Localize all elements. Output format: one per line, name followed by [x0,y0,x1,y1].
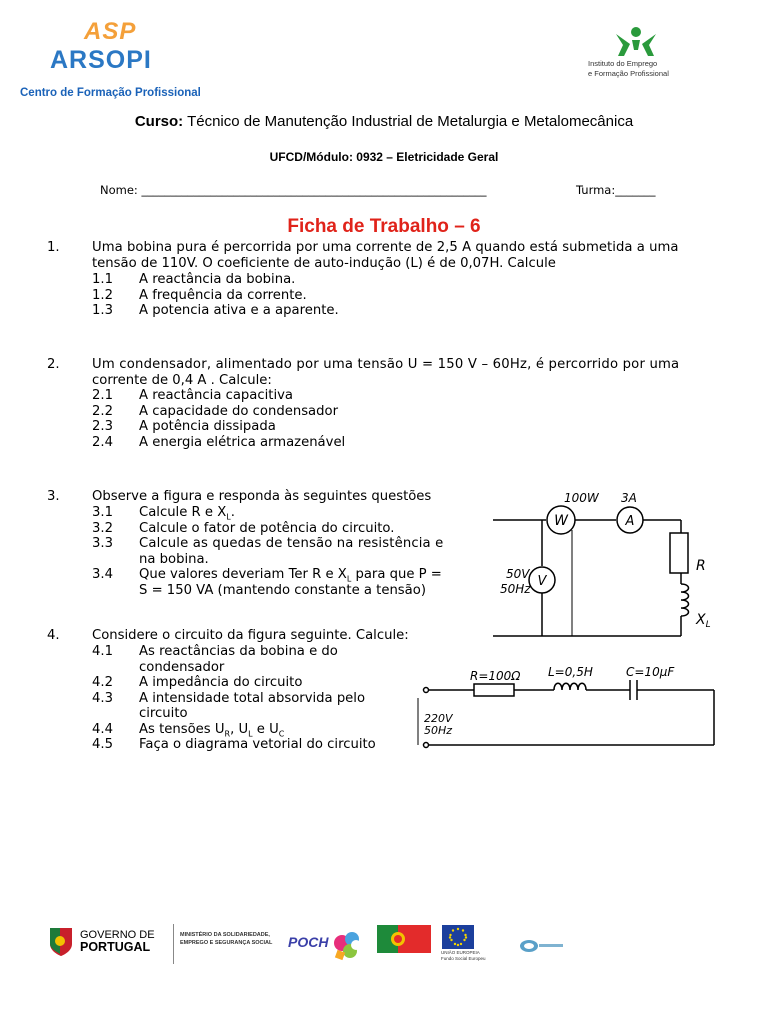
poch-logo-icon [330,925,366,963]
ministerio-logo [180,931,272,947]
item-text: A frequência da corrente. [139,287,307,303]
item-text: Calcule as quedas de tensão na resistência e [139,536,444,551]
iefp-line2: e Formação Profissional [588,69,669,78]
frequency-reading: 50Hz [500,582,531,596]
arsopi-logo-text: ARSOPI [50,46,152,74]
question-2-items [92,388,692,450]
list-item [92,272,692,288]
voltage-reading: 50V [506,567,530,581]
subscript: R [224,729,231,739]
inductor-label [695,612,711,630]
asp-logo-text: ASP [84,18,137,45]
class-field-label: Turma:_______ [576,183,656,197]
partner-logo-icon [517,936,565,956]
ammeter-reading: 3A [621,491,637,505]
eu-line2: Fundo Social Europeu [441,955,486,961]
eu-flag-icon [442,925,474,949]
item-text: Faça o diagrama vetorial do circuito [139,737,376,752]
item-text-after: , U [230,721,249,737]
list-item [92,722,422,738]
question-4-items [92,644,422,753]
governo-portugal-flag-icon [46,926,76,958]
iefp-logo-icon [612,26,660,60]
item-text-after: e U [252,721,279,737]
question-4-number: 4. [47,628,60,643]
item-text: A reactância da bobina. [139,272,296,287]
list-item [92,419,692,435]
question-2-text [92,357,720,388]
item-number: 3.4 [92,567,113,582]
item-text-line2: S = 150 VA (mantendo constante a tensão) [139,582,426,598]
ministerio-line2: EMPREGO E SEGURANÇA SOCIAL [180,940,273,946]
circuit-figure-2 [412,658,722,750]
question-1-text [92,240,720,271]
resistor-label: R [696,558,706,574]
item-text-line2: na bobina. [139,551,209,567]
question-2-line1: Um condensador, alimentado por uma tensão U = 150 V – 60Hz, é percorrido por uma [92,357,680,372]
list-item [92,288,692,304]
item-text: A impedância do circuito [139,675,303,690]
resistor-value: R=100Ω [470,669,521,683]
worksheet-title: Ficha de Trabalho – 6 [287,216,481,237]
subscript: C [278,729,285,739]
item-text: A potencia ativa e a aparente. [139,303,339,318]
name-field-label: Nome: ____________________________________________________________ [100,183,487,197]
item-number: 3.3 [92,536,113,551]
item-number: 1.2 [92,287,113,303]
eu-line1: UNIÃO EUROPEIA [441,950,480,955]
list-item [92,521,482,537]
governo-line2: PORTUGAL [80,940,151,954]
list-item [92,644,422,675]
list-item [92,536,482,567]
inductor-label-sub: L [705,620,711,630]
circuit-figure-1 [488,488,728,638]
item-text: A energia elétrica armazenável [139,434,346,450]
subscript: L [226,512,231,522]
item-text-main: Que valores deveriam Ter R e X [139,567,347,582]
course-title [0,113,768,130]
item-number: 2.2 [92,403,113,419]
iefp-line1: Instituto do Emprego [588,59,658,68]
subscript: L [248,729,253,739]
governo-portugal-logo [80,929,155,953]
item-number: 4.3 [92,690,113,706]
poch-logo-text: POCH [288,934,329,950]
item-text: A capacidade do condensador [139,403,339,419]
list-item [92,404,692,420]
item-text-main: As tensões U [139,721,225,737]
item-number: 3.2 [92,520,113,536]
item-number: 1.3 [92,303,113,318]
question-2-number: 2. [47,357,60,372]
question-3-text: Observe a figura e responda às seguintes questões [92,489,432,504]
item-text-after: . [230,505,235,520]
item-text-line2: circuito [139,706,188,721]
portugal-flag-icon [377,925,431,953]
question-2-line2: corrente de 0,4 A . Calcule: [92,372,272,388]
course-name: Técnico de Manutenção Industrial de Metalurgia e Metalomecânica [187,113,634,130]
ufcd-title: UFCD/Módulo: 0932 – Eletricidade Geral [269,150,499,164]
item-number: 3.1 [92,505,113,520]
source-voltage: 220V [424,712,453,725]
item-text-after: para que P = [351,567,442,582]
list-item [92,388,692,404]
item-text: A reactância capacitiva [139,388,294,403]
iefp-logo-text [588,59,669,79]
ammeter-symbol: A [625,514,635,529]
item-number: 4.5 [92,737,113,752]
list-item [92,737,422,753]
item-text: A intensidade total absorvida pelo [139,690,366,706]
item-text-main: Calcule R e X [139,505,227,520]
item-text: Calcule o fator de potência do circuito. [139,520,395,536]
item-number: 2.1 [92,388,113,403]
voltmeter-symbol: V [537,574,547,589]
list-item [92,567,482,598]
ministerio-line1: MINISTÉRIO DA SOLIDARIEDADE, [180,932,270,938]
inductor-value: L=0,5H [548,665,593,679]
list-item [92,691,422,722]
question-3-number: 3. [47,489,60,504]
course-label: Curso: [134,113,184,130]
source-frequency: 50Hz [424,724,453,737]
inductor-label-main: X [696,612,706,628]
question-3-items [92,505,482,598]
governo-line1: GOVERNO DE [80,929,155,941]
item-text-line2: condensador [139,659,225,675]
eu-logo-text [441,950,486,961]
footer-divider [173,924,174,964]
item-number: 4.4 [92,721,113,737]
question-4-text: Considere o circuito da figura seguinte. Calcule: [92,628,409,643]
question-1-line1: Uma bobina pura é percorrida por uma corrente de 2,5 A quando está submetida a uma [92,240,679,255]
item-number: 4.1 [92,644,113,659]
wattmeter-reading: 100W [564,491,599,505]
item-number: 2.3 [92,419,113,434]
list-item [92,435,692,451]
item-text: A potência dissipada [139,419,276,434]
capacitor-value: C=10μF [626,665,675,679]
item-text: As reactâncias da bobina e do [139,644,338,659]
question-1-items [92,272,692,319]
item-number: 4.2 [92,675,113,690]
list-item [92,303,692,319]
wattmeter-symbol: W [554,513,568,529]
question-1-number: 1. [47,240,60,255]
subscript: L [346,574,352,584]
list-item [92,505,482,521]
question-1-line2: tensão de 110V. O coeficiente de auto-indução (L) é de 0,07H. Calcule [92,255,556,271]
list-item [92,675,422,691]
centro-formacao-label: Centro de Formação Profissional [20,87,201,99]
item-number: 1.1 [92,272,113,287]
item-number: 2.4 [92,434,113,450]
